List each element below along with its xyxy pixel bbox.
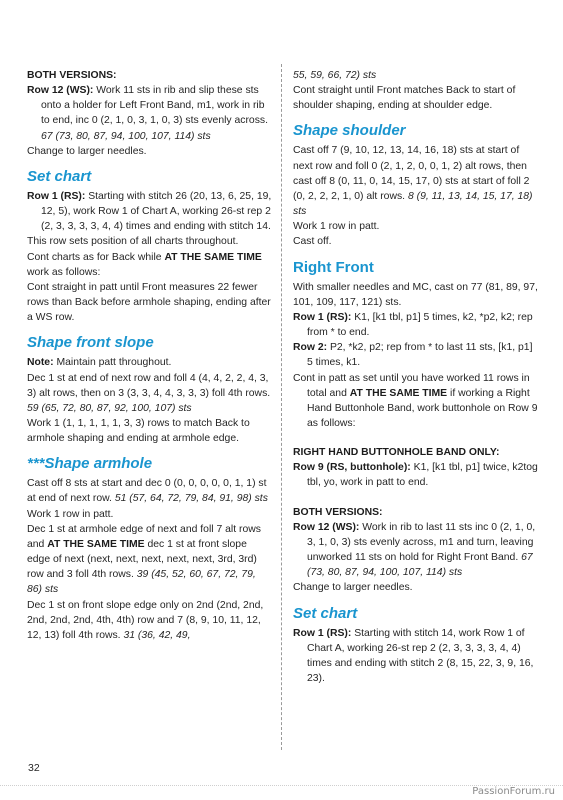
cont-patt-instruction: Cont in patt as set until you have worked 11 rows in total and AT THE SAME TIME if working a Right Hand Buttonhole Band, work buttonhole on Row 9 as follows: [293,372,538,429]
cont-straight-front-text: Cont straight until Front matches Back to start of shoulder shaping, ending at shoulder edge. [293,85,516,112]
dec-slope-instruction: Dec 1 st at end of next row and foll 4 (4, 4, 2, 2, 4, 3, 3) alt rows, then on 3 (3, 3, 4, 4, 3, 3, 3) foll 4th rows. 59 (65, 72, 80, 87, 92, 100, 107) sts [27,372,271,414]
cont-charts-text: Cont charts as for Back while AT THE SAME TIME work as follows: [27,251,262,278]
page-number: 32 [28,762,40,774]
rf-row1-instruction: Row 1 (RS): K1, [k1 tbl, p1] 5 times, k2, *p2, k2; rep from * to end. [293,311,533,339]
work-rows-text: Work 1 (1, 1, 1, 1, 1, 3, 3) rows to match Back to armhole shaping and ending at armhole edge. [27,417,250,445]
dec-armhole-instruction: Dec 1 st at armhole edge of next and foll 7 alt rows and AT THE SAME TIME dec 1 st at front slope edge of next (next, next, next, next, next, 3rd, 3rd) row and 3 foll 4th rows. 39 (45, 52, 60, 67, 72, 79, 86) sts [27,523,261,596]
cont-straight-text: Cont straight in patt until Front measures 22 fewer rows than Back before armhole shaping, ending after a WS row. [27,281,271,324]
cont-counts-text: 55, 59, 66, 72) sts [293,70,377,81]
change-needles-text: Change to larger needles. [27,145,147,157]
both-versions-heading: BOTH VERSIONS: [293,506,383,518]
chart-row1-instruction: Row 1 (RS): Starting with stitch 14, work Row 1 of Chart A, working 26-st rep 2 (2, 3, 3, 3, 3, 4, 4) times and ending with stitch 2 (8, 15, 22, 3, 9, 16, 23). [293,627,534,684]
change-needles-text: Change to larger needles. [293,582,413,594]
set-chart-heading: Set chart [293,604,358,622]
cast-off-instruction: Cast off 8 sts at start and dec 0 (0, 0, 0, 0, 0, 1, 1) st at end of next row. 51 (57, 64, 72, 79, 84, 91, 98) sts [27,478,268,505]
left-column [27,68,272,643]
shoulder-instruction: Cast off 7 (9, 10, 12, 13, 14, 16, 18) sts at start of next row and foll 0 (2, 1, 2, 0, 0, 1, 2) alt rows, then cast off 8 (0, 11, 0, 14, 15, 17, 0) sts at start of foll 2 (0, 2, 2, 2, 1, 0) alt rows. 8 (9, 11, 13, 14, 15, 17, 18) sts [293,145,533,218]
note-text: Note: Maintain patt throughout. [27,357,172,369]
right-column [293,68,541,686]
smaller-needles-text: With smaller needles and MC, cast on 77 (81, 89, 97, 101, 109, 117, 121) sts. [293,281,538,308]
work-row-text: Work 1 row in patt. [27,508,114,520]
column-divider [281,64,282,750]
row1-instruction: Row 1 (RS): Starting with stitch 26 (20, 13, 6, 25, 19, 12, 5), work Row 1 of Chart A, working 26-st rep 2 (2, 3, 3, 3, 3, 4, 4) times and ending with stitch 14. [27,190,272,233]
rf-row12-instruction: Row 12 (WS): Work in rib to last 11 sts inc 0 (2, 1, 0, 3, 1, 0, 3) sts evenly across, m1 and turn, leaving unworked 11 sts on hold for Right Front Band. 67 (73, 80, 87, 94, 100, 107, 114) sts [293,521,536,579]
rh-band-heading: RIGHT HAND BUTTONHOLE BAND ONLY: [293,447,500,459]
work-row-text: Work 1 row in patt. [293,221,380,233]
row12-instruction: Row 12 (WS): Work 11 sts in rib and slip these sts onto a holder for Left Front Band, m1, work in rib to end, inc 0 (2, 1, 0, 3, 1, 0, 3) sts evenly across. 67 (73, 80, 87, 94, 100, 107, 114) sts [27,85,268,142]
rf-row2-instruction: Row 2: P2, *k2, p2; rep from * to last 11 sts, [k1, p1] 5 times, k1. [293,342,533,369]
watermark: PassionForum.ru [472,786,555,797]
shape-front-slope-heading: Shape front slope [27,334,154,352]
shape-armhole-heading: ***Shape armhole [27,455,153,473]
dec-front-instruction: Dec 1 st on front slope edge only on 2nd (2nd, 2nd, 2nd, 2nd, 2nd, 4th, 4th) row and 7 (8, 9, 10, 11, 12, 12, 13) foll 4th rows. 31 (36, 42, 49, [27,599,264,641]
cast-off-text: Cast off. [293,236,332,248]
right-front-heading: Right Front [293,258,374,276]
shape-shoulder-heading: Shape shoulder [293,122,406,140]
row9-instruction: Row 9 (RS, buttonhole): K1, [k1 tbl, p1] twice, k2tog tbl, yo, work in patt to end. [293,462,538,489]
set-chart-heading: Set chart [27,167,92,185]
row-sets-text: This row sets position of all charts throughout. [27,236,239,248]
both-versions-heading: BOTH VERSIONS: [27,70,117,81]
